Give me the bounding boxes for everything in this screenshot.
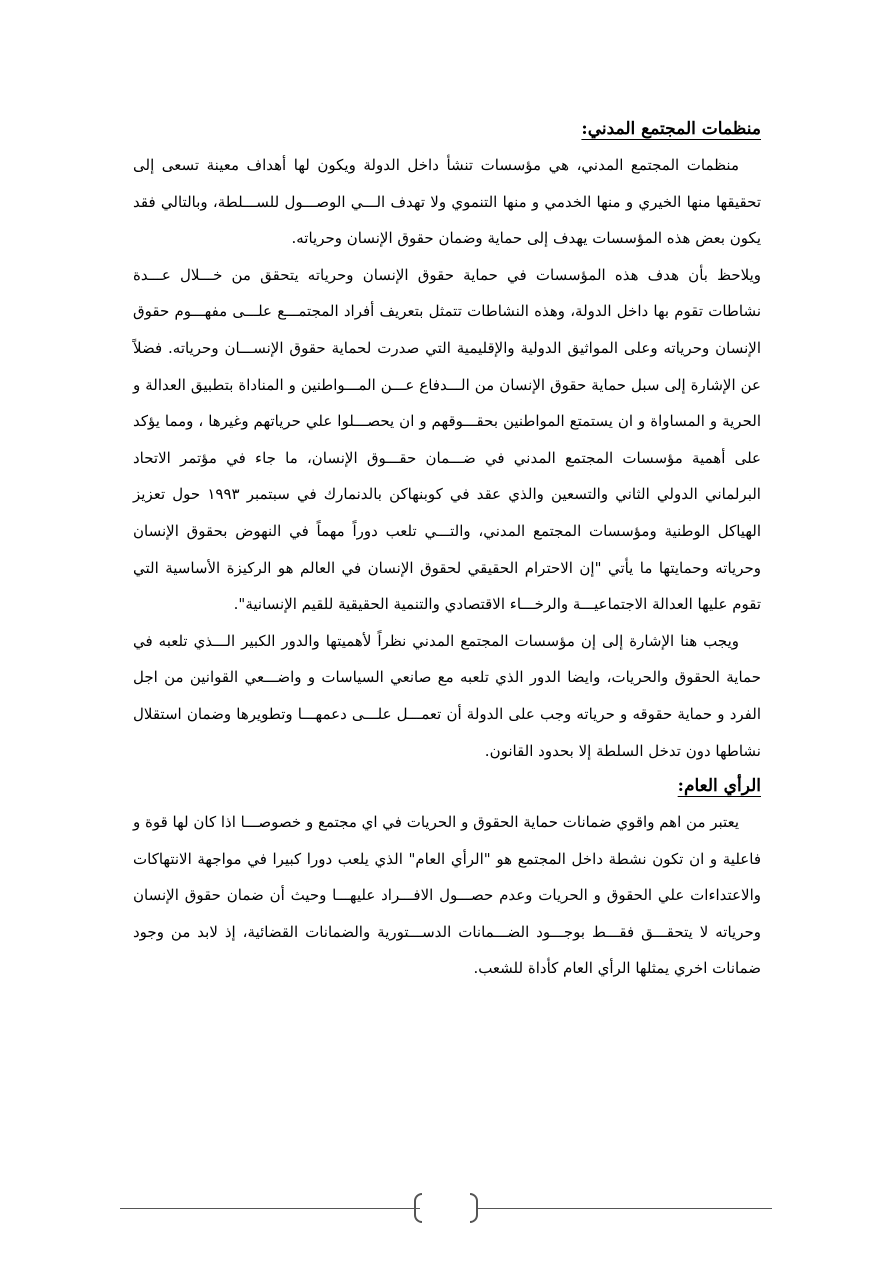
section-heading-civil-society: منظمات المجتمع المدني: xyxy=(581,119,761,139)
paragraph-civil-society-support: ويجب هنا الإشارة إلى إن مؤسسات المجتمع المدني نظراً لأهميتها والدور الكبير الـــذي تلعبه في حماية الحقوق والحريات، وايضا الدور الذي تلعبه مع صانعي السياسات و واضـــعي القوانين من اجل الفرد و حماية حقوقه و حرياته وجب على الدولة أن تعمـــل علـــى دعمهـــا وتطويرها وضمان استقلال نشاطها دون تدخل السلطة إلا بحدود القانون. xyxy=(133,631,761,760)
footer-rule-right xyxy=(476,1208,772,1209)
paragraph-public-opinion: يعتبر من اهم واقوي ضمانات حماية الحقوق و الحريات في اي مجتمع و خصوصـــا اذا كان لها قوة و فاعلية و ان تكون نشطة داخل المجتمع هو "الرأي العام" الذي يلعب دورا كبيرا في مواجهة الانتهاكات والاعتداءات علي الحقوق و الحريات وعدم حصـــول الافـــراد عليهـــا وحيث أن ضمان حقوق الإنسان وحرياته لا يتحقـــق فقـــط بوجـــود الضـــمانات الدســـتورية والضمانات القضائية، إذ لابد من وجود ضمانات اخري يمثلها الرأي العام كأداة للشعب. xyxy=(133,813,761,978)
paragraph-civil-society-definition: منظمات المجتمع المدني، هي مؤسسات تنشأ داخل الدولة ويكون لها أهداف معينة تسعى إلى تحقيقها منها الخيري و منها الخدمي و منها التنموي ولا تهدف الـــي الوصـــول للســـلطة، وبالتالي فقد يكون بعض هذه المؤسسات يهدف إلى حماية وضمان حقوق الإنسان وحرياته. xyxy=(133,156,761,248)
footer-bracket-right xyxy=(470,1193,478,1223)
footer-bracket-left xyxy=(414,1193,422,1223)
footer-rule-left xyxy=(120,1208,420,1209)
section-heading-public-opinion: الرأي العام: xyxy=(677,776,761,797)
paragraph-civil-society-activities: ويلاحظ بأن هدف هذه المؤسسات في حماية حقوق الإنسان وحرياته يتحقق من خـــلال عـــدة نشاطات تقوم بها داخل الدولة، وهذه النشاطات تتمثل بتعريف أفراد المجتمـــع علـــى مفهـــوم حقوق الإنسان وحرياته وعلى المواثيق الدولية والإقليمية التي صدرت لحماية حقوق الإنســـان وحرياته. فضلاً عن الإشارة إلى سبل حماية حقوق الإنسان من الـــدفاع عـــن المـــواطنين و المناداة بتطبيق العدالة و الحرية و المساواة و ان يستمتع المواطنين بحقـــوقهم و ان يحصـــلوا علي حرياتهم وغيرها ، ومما يؤكد على أهمية مؤسسات المجتمع المدني في ضـــمان حقـــوق الإنسان، ما جاء في مؤتمر الاتحاد البرلماني الدولي الثاني والتسعين والذي عقد في كوبنهاكن بالدنمارك في سبتمبر ١٩٩٣ حول تعزيز الهياكل الوطنية ومؤسسات المجتمع المدني، والتـــي تلعب دوراً مهماً في النهوض بحقوق الإنسان وحرياته وحمايتها ما يأتي "إن الاحترام الحقيقي لحقوق الإنسان في العالم هو الركيزة الأساسية التي تقوم عليها العدالة الاجتماعيـــة والرخـــاء الاقتصادي والتنمية الحقيقية للقيم الإنسانية". xyxy=(133,265,761,614)
document-page xyxy=(133,112,761,987)
